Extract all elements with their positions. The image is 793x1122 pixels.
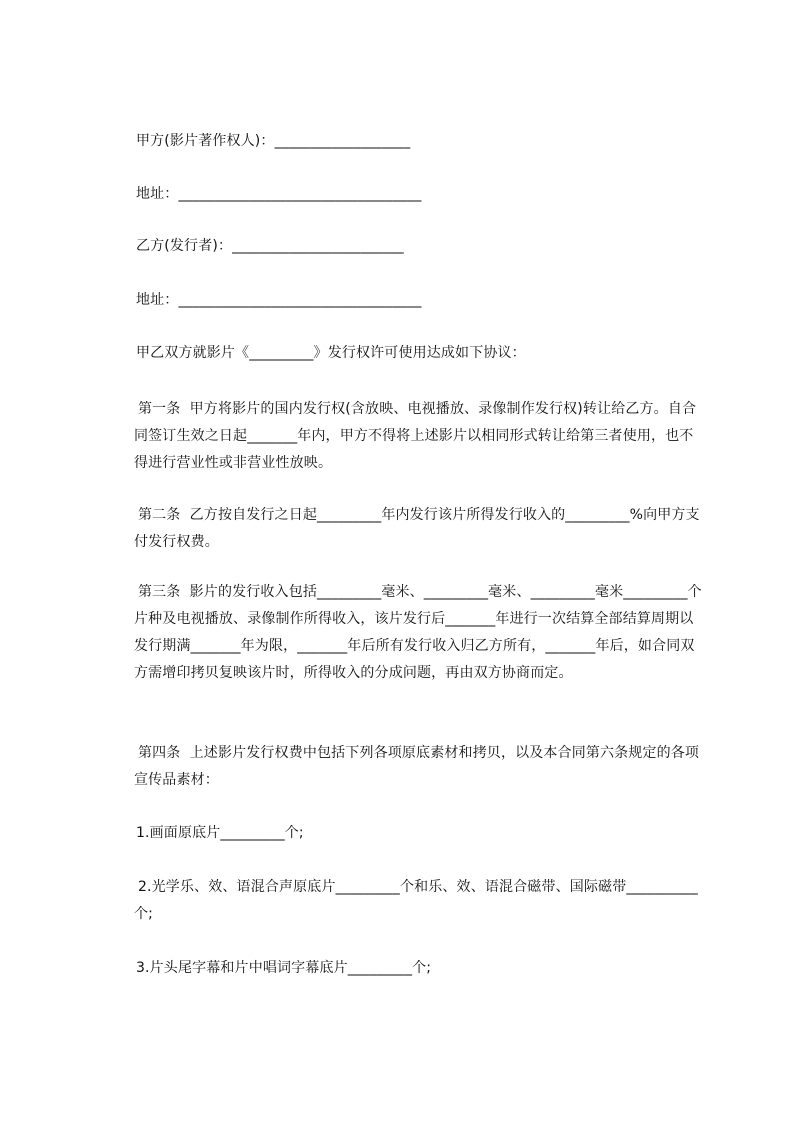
- party-a-line: 甲方(影片著作权人)：___________________: [136, 133, 411, 149]
- agreement-intro: 甲乙双方就影片《_________》发行权许可使用达成如下协议：: [136, 345, 526, 361]
- party-a-address-line: 地址：__________________________________: [136, 186, 422, 202]
- item-1: 1.画面原底片_________个;: [136, 825, 304, 841]
- item-3: 3.片头尾字幕和片中唱词字幕底片_________个;: [136, 960, 432, 976]
- party-b-address-line: 地址：__________________________________: [136, 292, 422, 308]
- article-4: 第四条 上述影片发行权费中包括下列各项原底素材和拷贝，以及本合同第六条规定的各项宣传品素材：: [134, 745, 700, 788]
- item-2: 2.光学乐、效、语混合声原底片_________个和乐、效、语混合磁带、国际磁带__________个;: [134, 879, 698, 922]
- article-1: 第一条 甲方将影片的国内发行权(含放映、电视播放、录像制作发行权)转让给乙方。自合同签订生效之日起_______年内，甲方不得将上述影片以相同形式转让给第三者使用，也不得进行营业性或非营业性放映。: [134, 401, 697, 471]
- article-3: 第三条 影片的发行收入包括_________毫米、_________毫米、_________毫米_________个片种及电视播放、录像制作所得收入，该片发行后_______年进行一次结算全部结算周期以发行期满_______年为限，_______年后所有发行收入归乙方所有，_______年后，如合同双方需增印拷贝复映该片时，所得收入的分成问题，再由双方协商而定。: [134, 584, 702, 681]
- article-2: 第二条 乙方按自发行之日起_________年内发行该片所得发行收入的_________%向甲方支付发行权费。: [134, 507, 700, 550]
- party-b-line: 乙方(发行者)：________________________: [136, 238, 404, 254]
